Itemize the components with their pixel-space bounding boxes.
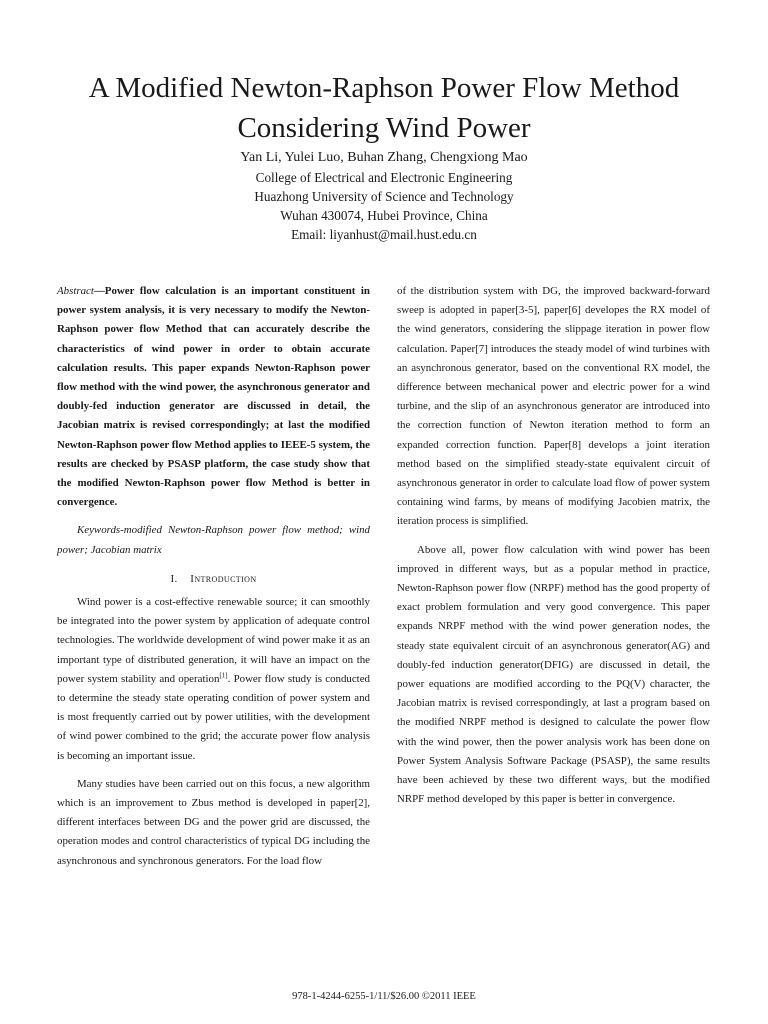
section-number: I. — [170, 572, 178, 585]
abstract-text: Power flow calculation is an important constituent in power system analysis, it is very necessary to modify the Newton-Raphson power flow Method that can accurately describe the characteristics of wind power in order to obtain accurate calculation results. This paper expands Newton-Raphson power flow method with the wind power, the asynchronous generator and doubly-fed induction generator are discussed in detail, the Jacobian matrix is revised correspondingly; at last the modified Newton-Raphson power flow Method applies to IEEE-5 system, the results are checked by PSASP platform, the case study show that the modified Newton-Raphson power flow Method is better in convergence. — [57, 285, 370, 509]
abstract-dash: — — [93, 285, 105, 297]
author-address: Wuhan 430074, Hubei Province, China — [280, 208, 488, 223]
paragraph-above-all: Above all, power flow calculation with wind power has been improved in different ways, but as a popular method in practice, Newton-Raphson power flow (NRPF) method has the good property of exact problem formulation and very good convergence. This paper expands NRPF method with the wind power generation nodes, the steady state equivalent circuit of an asynchronous generator(AG) and doubly-fed induction generator(DFIG) are discussed in detail, the power equations are modified according to the PQ(V) character, the Jacobian matrix is revised correspondingly, at last a program based on the modified NRPF method is designed to calculate the power flow with the wind power, then the power analysis work has been done on Power System Analysis Software Package (PSASP), the same results have been achieved by these two different ways, but the modified NRPF method developed by this paper is better in convergence. — [397, 543, 710, 806]
paragraph-text: Wind power is a cost-effective renewable source; it can smoothly be integrated into the power system by application of adequate control technologies. The worldwide development of wind power make it as an important type of distributed generation, it will have an impact on the power system stability and operation — [57, 596, 370, 685]
author-email: Email: liyanhust@mail.hust.edu.cn — [291, 227, 477, 242]
abstract-lead: Abstract — [57, 285, 94, 297]
paragraph-studies-continued: of the distribution system with DG, the improved backward-forward sweep is adopted in paper[3-5], paper[6] developes the RX model of the wind generators, considering the slippage iteration in power flow calculation. Paper[7] introduces the steady model of wind turbines with an asynchronous generator, based on the conventional RX model, the difference between mechanical power and electric power for a wind turbine, and the slip of an asynchronous generator are introduced into the correction function of Newton iteration method to form an expanded correction function. Paper[8] develops a joint iteration method based on the simplified steady-state equivalent circuit of asynchronous generator in order to calculate load flow of power system containing wind farms, by means of modifying Jacobien matrix, the iteration process is simplified. — [397, 285, 710, 528]
paper-title — [40, 68, 728, 148]
paragraph-wind-power — [57, 593, 370, 766]
section-title: Introduction — [190, 572, 257, 585]
keywords: Keywords-modified Newton-Raphson power flow method; wind power; Jacobian matrix — [57, 524, 370, 556]
title-line-1: A Modified Newton-Raphson Power Flow Method — [88, 72, 680, 104]
affiliation-university: Huazhong University of Science and Technology — [254, 189, 514, 204]
citation-ref: [1] — [219, 671, 228, 680]
left-column — [57, 282, 370, 880]
section-heading-introduction — [57, 570, 370, 589]
right-column — [397, 282, 710, 818]
author-block — [40, 148, 728, 244]
paragraph-text: . Power flow study is conducted to determine the steady state operating condition of power system and is most frequently carried out by power utilities, with the development of wind power combined to the grid; the accurate power flow analysis is becoming an important issue. — [57, 672, 370, 762]
paragraph-studies: Many studies have been carried out on this focus, a new algorithm which is an improvement to Zbus method is developed in paper[2], different interfaces between DG and the power grid are discussed, the operation modes and control characteristics of typical DG including the asynchronous and synchronous generators. For the load flow — [57, 777, 370, 867]
title-line-2: Considering Wind Power — [237, 112, 531, 144]
abstract — [57, 282, 370, 512]
copyright-footer: 978-1-4244-6255-1/11/$26.00 ©2011 IEEE — [292, 991, 476, 1002]
author-names: Yan Li, Yulei Luo, Buhan Zhang, Chengxiong Mao — [240, 150, 528, 165]
affiliation-college: College of Electrical and Electronic Engineering — [255, 170, 513, 185]
